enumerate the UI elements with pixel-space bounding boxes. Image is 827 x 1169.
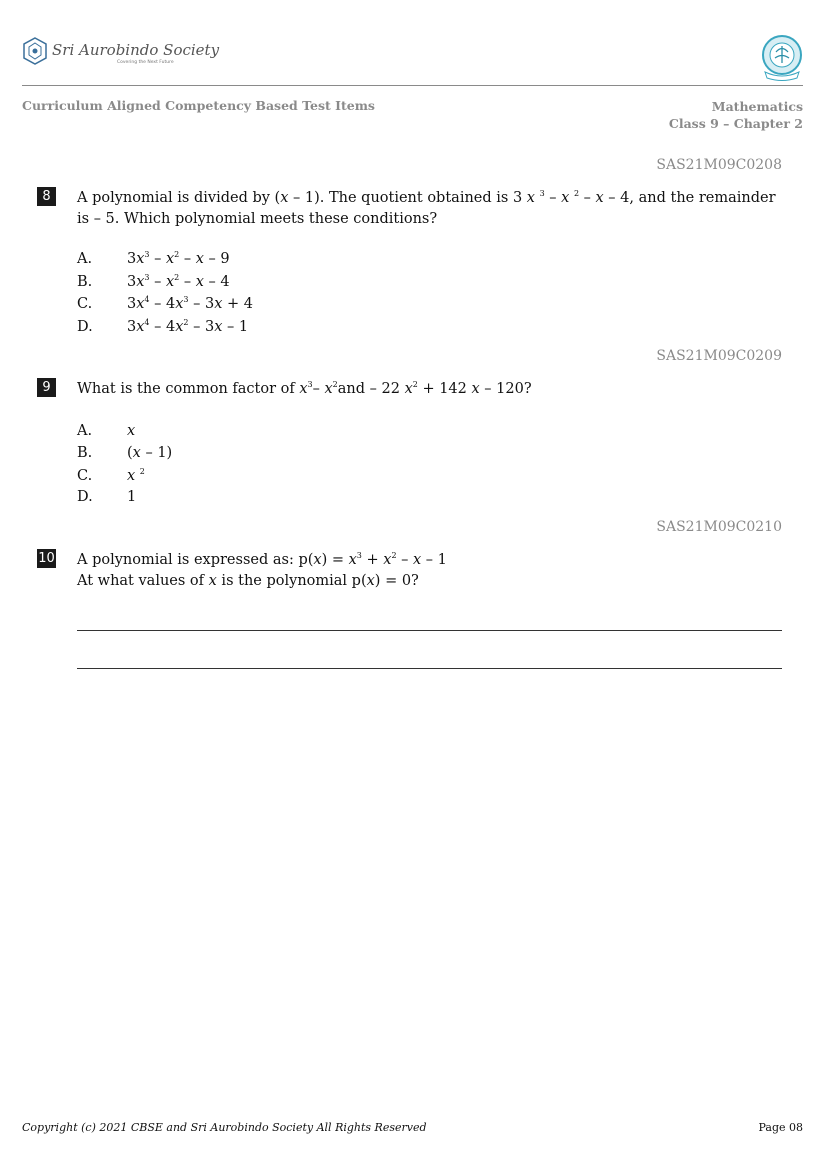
question-number: 10 xyxy=(38,551,55,566)
option-letter: A. xyxy=(77,423,93,439)
option-letter: B. xyxy=(77,445,93,461)
option-letter: A. xyxy=(77,251,93,267)
question-text: What is the common factor of $x^3-$ $x^2and - 22$ $x^2 + 142$ x – 120? xyxy=(77,380,532,397)
option-letter: B. xyxy=(77,274,93,290)
item-code: SAS21M09C0208 xyxy=(656,157,782,173)
option-value: $3x^3 - x^2$ – x – 9 xyxy=(127,250,230,267)
item-code: SAS21M09C0209 xyxy=(656,348,782,364)
option-letter: D. xyxy=(77,489,93,505)
question-text: A polynomial is divided by (x – 1). The quotient obtained is 3 x $^3$ – x $^2$ – x – 4, and the remainder is – 5. Which polynomial meets these conditions? xyxy=(77,189,776,227)
question-number: 9 xyxy=(37,378,56,397)
logo-tagline: Covering the Next Future xyxy=(117,60,174,65)
subject-block xyxy=(669,98,803,132)
question-text: A polynomial is expressed as: $p(x) = x^3 + x^2 - x - 1$ At what values of x is the polynomial p(x) = 0? xyxy=(77,551,447,589)
item-code: SAS21M09C0210 xyxy=(656,519,782,535)
page-number: Page 08 xyxy=(758,1121,803,1134)
option-letter: C. xyxy=(77,296,93,312)
option-value: $3x^3 - x^2$ – x – 4 xyxy=(127,273,230,290)
option-value: $3x^4 - 4x^2 - 3x - 1$ xyxy=(127,318,249,335)
option-value: $3x^4 - 4x^3 - 3x + 4$ xyxy=(127,295,253,312)
option-value: x xyxy=(127,423,136,439)
option-value: 1 xyxy=(127,489,137,505)
option-value: (x – 1) xyxy=(127,445,173,461)
question-number: 8 xyxy=(37,187,56,206)
sri-aurobindo-society-logo xyxy=(22,36,220,66)
logo-wordmark: Sri Aurobindo Society xyxy=(52,41,220,59)
cbse-emblem-icon xyxy=(759,34,805,82)
answer-line[interactable] xyxy=(77,630,782,631)
subject-label: Mathematics xyxy=(711,99,803,114)
option-value: x $^2$ xyxy=(127,467,145,484)
header-divider xyxy=(22,85,803,86)
document-series-title: Curriculum Aligned Competency Based Test Items xyxy=(22,98,375,113)
class-chapter-label: Class 9 – Chapter 2 xyxy=(668,116,803,131)
option-letter: C. xyxy=(77,468,93,484)
option-letter: D. xyxy=(77,319,93,335)
copyright-notice: Copyright (c) 2021 CBSE and Sri Aurobindo Society All Rights Reserved xyxy=(22,1121,427,1134)
answer-line[interactable] xyxy=(77,668,782,669)
